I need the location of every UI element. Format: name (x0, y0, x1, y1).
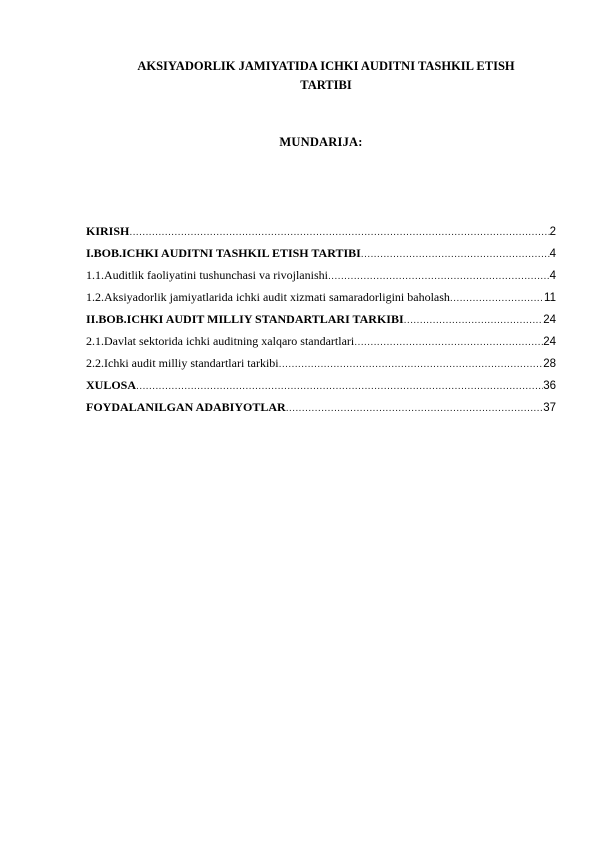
toc-entry-label: XULOSA (86, 378, 137, 392)
toc-entry-label: 1.2.Aksiyadorlik jamiyatlarida ichki audit xizmati samaradorligini baholash (86, 290, 450, 304)
document-title-line-1: AKSIYADORLIK JAMIYATIDA ICHKI AUDITNI TASHKIL ETISH (137, 59, 515, 73)
document-title (96, 57, 556, 95)
toc-dot-leader (328, 270, 550, 282)
toc-page-number: 4 (549, 270, 556, 282)
toc-page-number: 36 (543, 380, 556, 392)
toc-entry-chapter-1[interactable] (86, 246, 556, 268)
table-of-contents (86, 224, 556, 422)
toc-dot-leader (129, 226, 549, 238)
toc-page-number: 24 (543, 314, 556, 326)
toc-dot-leader (136, 380, 543, 392)
contents-heading: MUNDARIJA: (279, 135, 363, 149)
toc-entry-kirish[interactable] (86, 224, 556, 246)
toc-entry-label: 2.2.Ichki audit milliy standartlari tarkibi (86, 356, 279, 370)
toc-entry-section-1-1[interactable] (86, 268, 556, 290)
toc-page-number: 2 (549, 226, 556, 238)
toc-entry-label: II.BOB.ICHKI AUDIT MILLIY STANDARTLARI TARKIBI (86, 312, 404, 326)
toc-entry-label: KIRISH (86, 224, 130, 238)
toc-entry-xulosa[interactable] (86, 378, 556, 400)
toc-entry-label: I.BOB.ICHKI AUDITNI TASHKIL ETISH TARTIBI (86, 246, 361, 260)
toc-dot-leader (354, 336, 543, 348)
toc-entry-section-1-2[interactable] (86, 290, 556, 312)
toc-dot-leader (286, 402, 544, 414)
toc-entry-section-2-1[interactable] (86, 334, 556, 356)
toc-entry-label: FOYDALANILGAN ADABIYOTLAR (86, 400, 286, 414)
toc-page-number: 28 (543, 358, 556, 370)
toc-entry-section-2-2[interactable] (86, 356, 556, 378)
toc-page-number: 11 (544, 292, 556, 304)
toc-dot-leader (361, 248, 550, 260)
toc-entry-bibliography[interactable] (86, 400, 556, 422)
toc-dot-leader (279, 358, 544, 370)
toc-dot-leader (404, 314, 544, 326)
toc-dot-leader (450, 292, 544, 304)
toc-page-number: 37 (543, 402, 556, 414)
document-title-line-2: TARTIBI (300, 78, 352, 92)
toc-entry-chapter-2[interactable] (86, 312, 556, 334)
toc-page-number: 24 (543, 336, 556, 348)
toc-entry-label: 2.1.Davlat sektorida ichki auditning xalqaro standartlari (86, 334, 355, 348)
toc-entry-label: 1.1.Auditlik faoliyatini tushunchasi va rivojlanishi (86, 268, 328, 282)
toc-page-number: 4 (549, 248, 556, 260)
